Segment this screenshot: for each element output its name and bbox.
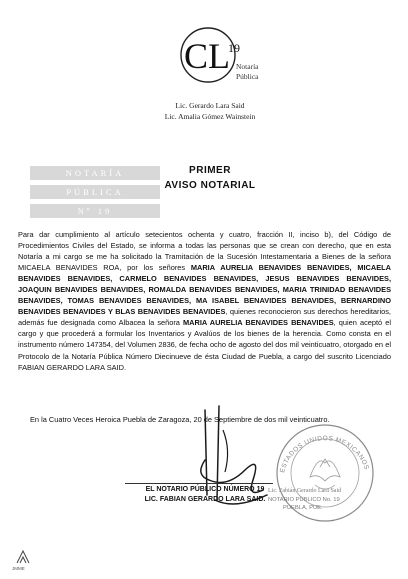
eagle-emblem-icon <box>310 459 340 489</box>
side-box-publica: PÚBLICA <box>30 185 160 199</box>
notary-name-1: Lic. Gerardo Lara Said <box>175 101 245 110</box>
logo-line-notaria: Notaría <box>236 62 259 71</box>
body-segment: , quienes reconocieron sus derechos hereditarios, además fue designada como Albacea la señora <box>18 307 391 328</box>
title-aviso-notarial: AVISO NOTARIAL <box>164 180 256 191</box>
heirs-names: MARIA AURELIA BENAVIDES BENAVIDES, MICAELA BENAVIDES BENAVIDES, CARMELO BENAVIDES BENAVIDES, JESUS BENAVIDES BENAVIDES, JOAQUIN BENAVIDES BENAVIDES, ROMALDA BENAVIDES BENAVIDES, MARIA TRINIDAD BENAVIDES BENAVIDES, TOMAS BENAVIDES BENAVIDES, MA ISABEL BENAVIDES BENAVIDES, BERNARDINO BENAVIDES BENAVIDES Y BLAS BENAVIDES BENAVIDES <box>18 263 391 317</box>
notary-name-2: Lic. Amalia Gómez Wainstein <box>164 112 256 121</box>
seal-arc-text: ESTADOS UNIDOS MEXICANOS <box>279 435 371 474</box>
signature-name: LIC. FABIAN GERARDO LARA SAID. <box>144 496 266 503</box>
side-box-notaria: NOTARÍA <box>30 166 160 180</box>
logo-line-publica: Pública <box>236 72 259 81</box>
footer-mark: JMME <box>12 566 25 571</box>
place-date: En la Cuatro Veces Heroica Puebla de Zaragoza, 20 de Septiembre de dos mil veinticuatro. <box>30 415 330 424</box>
seal-notary: NOTARIO PÚBLICO No. 19 <box>268 497 340 503</box>
body-segment: Para dar cumplimiento al artículo setecientos ochenta y cuatro, fracción II, inciso b), del Código de Procedimientos Civiles del Estado, se informa a todas las personas que se crean con derecho, que en esta Notaría a mi cargo se me ha solicitado la Tramitación de la Sucesión Intestamentaria a Bienes de la señora MICAELA BENAVIDES ROA, por los señores <box>18 230 391 273</box>
executor-name: MARIA AURELIA BENAVIDES BENAVIDES <box>183 318 334 328</box>
body-paragraph <box>18 229 391 373</box>
handwritten-signature <box>175 400 295 530</box>
footer-logo-icon <box>14 548 32 566</box>
logo-letters: CL <box>184 36 231 76</box>
signature-line <box>125 483 273 484</box>
logo-number: 19 <box>228 41 240 55</box>
body-segment: , quien aceptó el cargo y que procederá a formular los Inventarios y Avalúos de los bienes de la herencia. Como consta en el instrumento número 147354, del Volumen 2836, de fecha ocho de agosto del dos mil veinticuatro, otorgado en el Protocolo de la Notaría Pública Número Diecinueve de ésta Ciudad de Puebla, a cargo del suscrito Licenciado FABIAN GERARDO LARA SAID. <box>18 318 391 372</box>
title-primer: PRIMER <box>189 165 231 176</box>
side-box-number: Nº 19 <box>30 204 160 218</box>
signature-title: EL NOTARIO PÚBLICO NÚMERO 19 <box>145 486 265 493</box>
seal-name: Lic. Fabián Gerardo Lara Said <box>268 488 342 494</box>
seal-city: PUEBLA, PUE. <box>283 505 323 511</box>
